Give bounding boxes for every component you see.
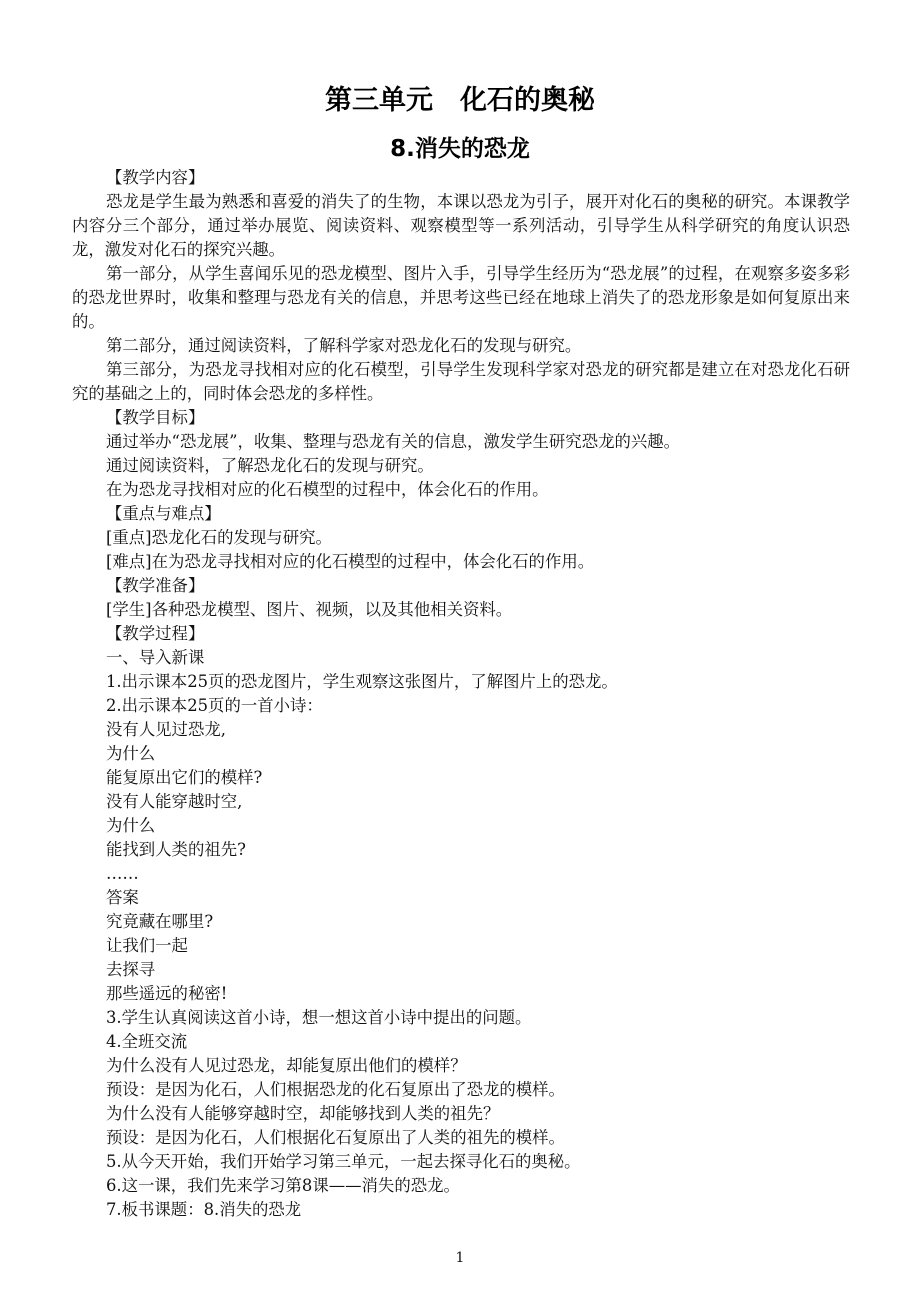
body-paragraph: 第一部分，从学生喜闻乐见的恐龙模型、图片入手，引导学生经历为“恐龙展”的过程，在观察多姿多彩的恐龙世界时，收集和整理与恐龙有关的信息，并思考这些已经在地球上消失了的恐龙形象是如何复原出来的。 — [72, 264, 850, 331]
body-line: 究竟藏在哪里? — [106, 912, 214, 931]
body-line: 答案 — [106, 888, 139, 907]
body-line: 在为恐龙寻找相对应的化石模型的过程中，体会化石的作用。 — [106, 480, 549, 499]
body-line: 那些遥远的秘密! — [106, 984, 228, 1003]
body-line: 【教学准备】 — [106, 576, 205, 595]
body-line: 【教学目标】 — [106, 408, 205, 427]
body-line: 预设：是因为化石，人们根据恐龙的化石复原出了恐龙的模样。 — [106, 1080, 565, 1099]
body-line: 为什么 — [106, 816, 156, 835]
page-number: 1 — [455, 1250, 465, 1266]
body-paragraph: 恐龙是学生最为熟悉和喜爱的消失了的生物，本课以恐龙为引子，展开对化石的奥秘的研究。本课教学内容分三个部分，通过举办展览、阅读资料、观察模型等一系列活动，引导学生从科学研究的角度认识恐龙，激发对化石的探究兴趣。 — [72, 192, 850, 259]
body-line: 让我们一起 — [106, 936, 188, 955]
body-line: [学生]各种恐龙模型、图片、视频，以及其他相关资料。 — [106, 600, 513, 619]
body-line: 一、导入新课 — [106, 648, 205, 667]
lesson-title: 8.消失的恐龙 — [390, 136, 530, 162]
body-line: 能复原出它们的模样? — [106, 768, 263, 787]
body-line: 1.出示课本25页的恐龙图片，学生观察这张图片，了解图片上的恐龙。 — [106, 672, 618, 691]
body-line: 通过举办“恐龙展”，收集、整理与恐龙有关的信息，激发学生研究恐龙的兴趣。 — [106, 432, 681, 451]
body-line: 3.学生认真阅读这首小诗，想一想这首小诗中提出的问题。 — [106, 1008, 532, 1027]
body-line: 通过阅读资料，了解恐龙化石的发现与研究。 — [106, 456, 434, 475]
body-line: …… — [106, 864, 139, 883]
body-line: 为什么没有人见过恐龙，却能复原出他们的模样？ — [106, 1056, 467, 1075]
body-line: 没有人见过恐龙, — [106, 720, 226, 739]
body-line: 去探寻 — [106, 960, 156, 979]
body-line: 【教学过程】 — [106, 624, 205, 643]
body-line: 4.全班交流 — [106, 1032, 188, 1051]
body-line: 为什么没有人能够穿越时空，却能够找到人类的祖先？ — [106, 1104, 500, 1123]
body-paragraph: 第三部分，为恐龙寻找相对应的化石模型，引导学生发现科学家对恐龙的研究都是建立在对恐龙化石研究的基础之上的，同时体会恐龙的多样性。 — [72, 360, 850, 403]
body-line: 6.这一课，我们先来学习第8课——消失的恐龙。 — [106, 1176, 460, 1195]
body-paragraph: 第二部分，通过阅读资料，了解科学家对恐龙化石的发现与研究。 — [106, 336, 582, 355]
body-line: [难点]在为恐龙寻找相对应的化石模型的过程中，体会化石的作用。 — [106, 552, 595, 571]
body-line: 2.出示课本25页的一首小诗： — [106, 696, 323, 715]
document-body — [72, 166, 850, 1222]
body-line: 5.从今天开始，我们开始学习第三单元，一起去探寻化石的奥秘。 — [106, 1152, 581, 1171]
body-line: 【教学内容】 — [106, 168, 205, 187]
body-line: 能找到人类的祖先? — [106, 840, 246, 859]
unit-title: 第三单元 化石的奥秘 — [325, 85, 595, 116]
body-line: 预设：是因为化石，人们根据化石复原出了人类的祖先的模样。 — [106, 1128, 565, 1147]
body-line: 【重点与难点】 — [106, 504, 221, 523]
body-line: [重点]恐龙化石的发现与研究。 — [106, 528, 332, 547]
body-line: 7.板书课题：8.消失的恐龙 — [106, 1200, 302, 1219]
body-line: 为什么 — [106, 744, 156, 763]
body-line: 没有人能穿越时空, — [106, 792, 243, 811]
